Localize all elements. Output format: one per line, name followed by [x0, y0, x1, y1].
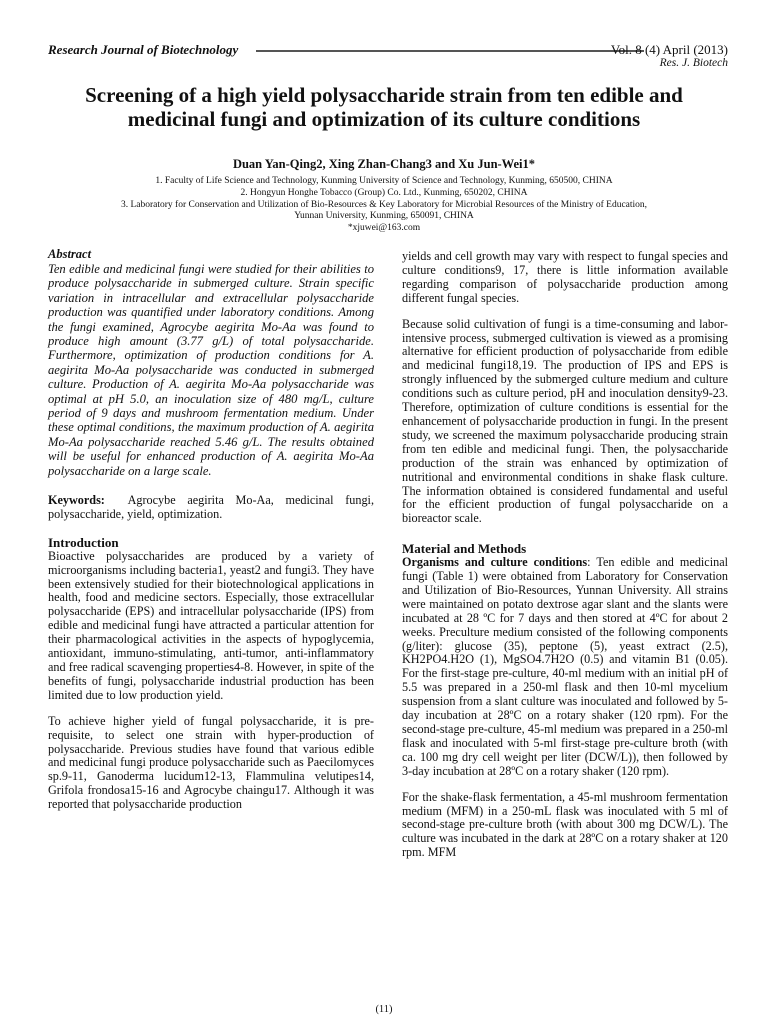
body-paragraph-2: Because solid cultivation of fungi is a time-consuming and labor-intensive process, submerged cultivation is viewed as a promising alternative for efficient production of polysaccharide from edible and medicinal fungi18,19. The production of IPS and EPS is strongly influenced by the submerged culture medium and culture conditions such as culture period, pH and inoculation density9-23. Therefore, optimization of culture conditions is essential for the enhancement of polysaccharide production in fungi. In the present study, we screened the maximum polysaccharide producing strain from ten edible and medicinal fungi. Then, the polysaccharide production of the strain was enhanced by optimization of nutritional and environmental conditions in shake flask culture. The information obtained is considered fundamental and useful for the efficient production of fungal polysaccharide on a bioreactor scale.	[402, 316, 728, 526]
abstract-heading: Abstract	[48, 247, 92, 261]
abstract-text: Ten edible and medicinal fungi were studied for their abilities to produce polysaccharide in submerged culture. Strain specific variation in intracellular and extracellular polysaccharide production was quantified under laboratory conditions. Among the fungi examined, Agrocybe aegirita Mo-Aa was found to produce high amount (3.77 g/L) of total polysaccharide. Furthermore, optimization of production conditions for A. aegirita Mo-Aa polysaccharide was conducted in submerged culture. Production of A. aegirita Mo-Aa polysaccharide was optimal at pH 5.0, an inoculation size of 480 mg/L, culture period of 9 days and mushroom fermentation medium. Under these optimal conditions, the maximum production of A. aegirita Mo-Aa polysaccharide reached 5.46 g/L. The results obtained will be useful for enhanced production of A. aegirita Mo-Aa polysaccharide on a large scale.	[48, 261, 374, 478]
left-column	[48, 248, 374, 812]
paper-title: Screening of a high yield polysaccharide strain from ten edible and medicinal fungi and optimization of its culture conditions	[85, 83, 683, 131]
intro-paragraph-1: Bioactive polysaccharides are produced by a variety of microorganisms including bacteria1, yeast2 and fungi3. They have been extensively studied for their biotechnological applications in health, food and medicine sectors. Especially, those extracellular polysaccharide (EPS) and intracellular polysaccharide (IPS) from edible and medicinal fungi have attracted a particular attention for their pharmacological activities in the aspects of hypoglycemia, antioxidant, immuno-stimulating, anti-tumor, anti-inflammatory and free radical scavenging properties4-8. However, in spite of the benefits of fungi, polysaccharide industrial production has been limited due to low production yield.	[48, 548, 374, 702]
header-rule	[256, 50, 644, 52]
keywords-text: Agrocybe aegirita Mo-Aa, medicinal fungi, polysaccharide, yield, optimization.	[48, 493, 374, 521]
keywords-label: Keywords:	[48, 493, 105, 507]
keywords	[48, 494, 374, 522]
corresponding-email: *xjuwei@163.com	[347, 223, 421, 233]
volume-info: Vol. 8 (4) April (2013)	[610, 42, 728, 57]
affiliation-3-cont: Yunnan University, Kunming, 650091, CHINA	[294, 211, 474, 221]
journal-name: Research Journal of Biotechnology	[48, 42, 239, 57]
methods-heading: Material and Methods	[402, 541, 527, 557]
body-paragraph-1: yields and cell growth may vary with respect to fungal species and culture conditions9, 17, there is little information available regarding comparison of polysaccharide production among different fungal species.	[402, 249, 728, 305]
page-number: (11)	[375, 1004, 393, 1015]
affiliation-2: 2. Hongyun Honghe Tobacco (Group) Co. Ltd., Kunming, 650202, CHINA	[240, 188, 528, 198]
author-list: Duan Yan-Qing2, Xing Zhan-Chang3 and Xu Jun-Wei1*	[232, 157, 536, 171]
methods-text: : Ten edible and medicinal fungi (Table 1) were obtained from Laboratory for Conservation and Utilization of Bio-Resources, Yunnan University. All strains were maintained on potato dextrose agar slant and the slants were incubated at 28 ºC for 7 days and then stored at 4ºC for about 2 weeks. Preculture medium consisted of the following components (g/liter): glucose (35), peptone (5), yeast extract (2.5), KH2PO4.H2O (1), MgSO4.7H2O (0.5) and vitamin B1 (0.05). For the first-stage pre-culture, 40-ml medium with an initial pH of 5.5 was prepared in a 250-ml flask and then 10-ml mycelium suspension from a slant culture was inoculated and followed by 5-day incubation at 28ºC on a rotary shaker (120 rpm). For the second-stage pre-culture, 45-ml medium was prepared in a 250-ml flask and inoculated with 5-ml first-stage pre-culture broth (with ca. 100 mg dry cell weight per liter (DCW/L)), then followed by 3-day incubation at 28ºC on a rotary shaker (120 rpm).	[402, 555, 728, 778]
introduction-heading: Introduction	[48, 534, 119, 550]
methods-paragraph-1	[402, 556, 728, 779]
methods-paragraph-2: For the shake-flask fermentation, a 45-ml mushroom fermentation medium (MFM) in a 250-mL flask was inoculated with 5 ml of second-stage pre-culture broth (with about 300 mg DCW/L). The culture was incubated in the dark at 28ºC on a rotary shaker at 120 rpm. MFM	[402, 789, 728, 860]
affiliation-1: 1. Faculty of Life Science and Technology, Kunming University of Science and Technology, Kunming, 650500, CHINA	[155, 176, 613, 186]
affiliation-3: 3. Laboratory for Conservation and Utilization of Bio-Resources & Key Laboratory for Microbial Resources of the Ministry of Education,	[120, 200, 648, 210]
methods-subheading: Organisms and culture conditions	[402, 555, 588, 570]
intro-paragraph-2: To achieve higher yield of fungal polysaccharide, it is pre-requisite, to select one strain with hyper-production of polysaccharide. Previous studies have found that various edible and medicinal fungi produce polysaccharide such as Paecilomyces sp.9-11, Ganoderma lucidum12-13, Flammulina velutipes14, Grifola frondosa15-16 and Agrocybe chaingu17. Although it was reported that polysaccharide production	[48, 713, 374, 812]
right-column	[402, 250, 728, 860]
journal-abbrev: Res. J. Biotech	[659, 57, 728, 69]
running-header	[48, 42, 728, 72]
